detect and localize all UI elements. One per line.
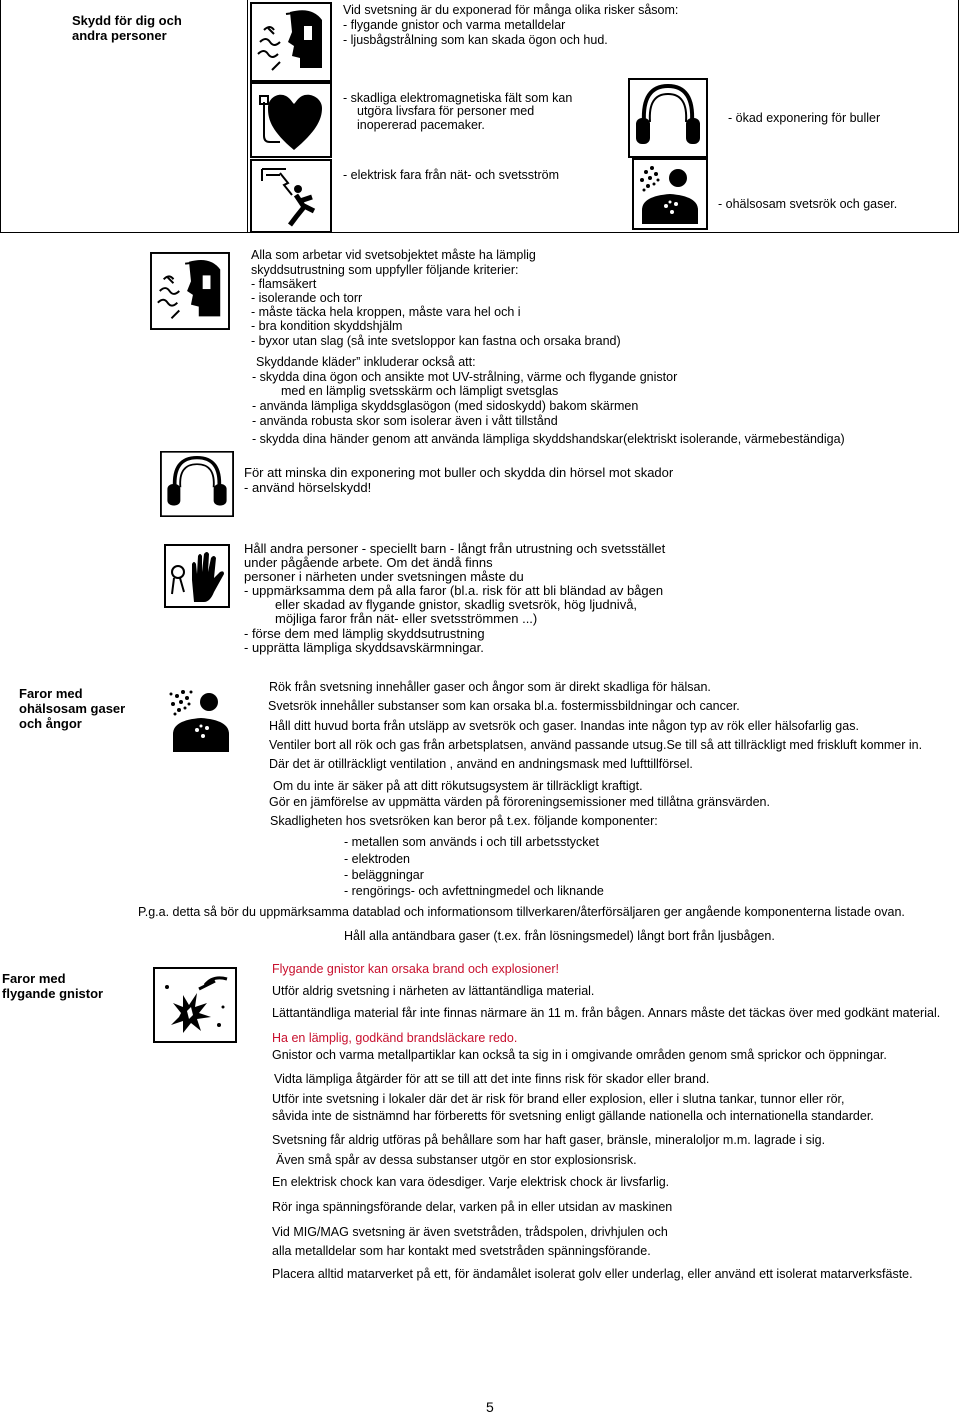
component-item: - rengörings- och avfettningmedel och liknande [344,884,604,898]
others-line: eller skadad av flygande gnistor, skadlig svetsrök, hög ljudnivå, [275,597,638,612]
gases-label-line: ohälsosam gaser [19,701,126,716]
sparks-line: Även små spår av dessa substanser utgör en stor explosionsrisk. [276,1153,637,1167]
extinguisher-text: Ha en lämplig, godkänd brandsläckare redo. [272,1031,518,1045]
gases-line: Håll ditt huvud borta från utsläpp av svetsrök och gaser. Inandas inte någon typ av rök eller hälsofarlig gas. [269,719,859,733]
pga-text: P.g.a. detta så bör du uppmärksamma datablad och informationsom tillverkaren/återförsäljaren ger angående komponenterna listade ovan. [138,905,905,919]
others-line: - upprätta lämpliga skyddsavskärmningar. [244,640,484,655]
side-label-line: andra personer [72,28,167,43]
pacemaker-line: inopererad pacemaker. [357,118,485,132]
pacemaker-heart-icon [250,82,332,158]
sparks-line: Utför inte svetsning i lokaler där det är risk för brand eller explosion, eller i slutna tankar, tunnor eller rör, [272,1092,845,1106]
others-line: - förse dem med lämplig skyddsutrustning [244,626,485,641]
ppe-line: - byxor utan slag (så inte svetsloppor kan fastna och orsaka brand) [251,334,621,348]
sparks-warning: Flygande gnistor kan orsaka brand och explosioner! [272,962,559,976]
sparks-line: Vid MIG/MAG svetsning är även svetstråden, trådspolen, drivhjulen och [272,1225,668,1239]
component-item: - elektroden [344,852,411,866]
table-divider [247,0,248,232]
gases-label-line: Faror med [19,686,83,701]
ppe-line: - flamsäkert [251,277,317,291]
clothes-line: - skydda dina händer genom att använda lämpliga skyddshandskar(elektriskt isolerande, värmebeständiga) [252,432,845,446]
ear-protection-icon [628,78,708,158]
toxic-fumes-icon [163,682,239,754]
sparks-line: Svetsning får aldrig utföras på behållare som har haft gaser, bränsle, mineraloljor m.m. lagrade i sig. [272,1133,826,1147]
clothes-line: - använda lämpliga skyddsglasögon (med sidoskydd) bakom skärmen [252,399,639,413]
explosion-sparks-icon [153,967,237,1043]
pacemaker-line: - skadliga elektromagnetiska fält som kan [343,91,573,105]
others-line: möjliga faror från nät- eller svetsströmmen ...) [275,611,538,626]
sparks-line: Lättantändliga material får inte finnas närmare än 11 m. från bågen. Annars måste det täckas över med godkänt material. [272,1006,941,1020]
clothes-line: - skydda dina ögon och ansikte mot UV-strålning, värme och flygande gnistor [252,370,678,384]
gases-line: Skadligheten hos svetsröken kan beror på t.ex. följande komponenter: [270,814,658,828]
gases-line: Gör en jämförelse av uppmätta värden på föroreningsemissioner med tillåtna gränsvärden. [269,795,770,809]
sparks-line: En elektrisk chock kan vara ödesdiger. Varje elektrisk chock är livsfarlig. [272,1175,670,1189]
sparks-line: Rör inga spänningsförande delar, varken på in eller utsidan av maskinen [272,1200,673,1214]
ppe-line: skyddsutrustning som uppfyller följande kriterier: [251,263,519,277]
others-line: personer i närheten under svetsningen måste du [244,569,524,584]
flammable-gas-text: Håll alla antändbara gaser (t.ex. från lösningsmedel) långt bort från ljusbågen. [344,929,775,943]
others-line: Håll andra personer - speciellt barn - långt från utrustning och svetsstället [244,541,666,556]
intro-line: - flygande gnistor och varma metalldelar [343,18,566,32]
hearing-line: För att minska din exponering mot buller och skydda din hörsel mot skador [244,465,674,480]
keep-away-hand-icon [164,544,230,608]
sparks-line: Utför aldrig svetsning i närheten av lättantändliga material. [272,984,595,998]
ppe-line: - isolerande och torr [251,291,363,305]
page-number: 5 [486,1399,494,1415]
ppe-line: - bra kondition skyddshjälm [251,319,403,333]
intro-line: - ljusbågstrålning som kan skada ögon och hud. [343,33,608,47]
side-label-line: Skydd för dig och [72,13,182,28]
others-line: under pågående arbete. Om det ändå finns [244,555,493,570]
clothes-line: Skyddande kläder” inkluderar också att: [256,355,476,369]
gases-line: Svetsrök innehåller substanser som kan orsaka bl.a. fostermissbildningar och cancer. [268,699,740,713]
intro-line: Vid svetsning är du exponerad för många olika risker såsom: [343,3,679,17]
welding-mask-icon [150,252,230,330]
clothes-line: - använda robusta skor som isolerar även i vått tillstånd [252,414,558,428]
gases-line: Om du inte är säker på att ditt rökutsugsystem är tillräckligt kraftigt. [273,779,643,793]
welding-mask-icon [250,2,332,82]
fumes-text: - ohälsosam svetsrök och gaser. [718,197,898,211]
gases-label-line: och ångor [19,716,82,731]
others-line: - uppmärksamma dem på alla faror (bl.a. risk för att bli bländad av bågen [244,583,664,598]
electric-shock-icon [250,159,332,233]
hearing-line: - använd hörselskydd! [244,480,372,495]
sparks-label-line: flygande gnistor [2,986,104,1001]
gases-line: Ventiler bort all rök och gas från arbetsplatsen, använd passande utsug.Se till så att tillräckligt med friskluft kommer in. [269,738,923,752]
component-item: - metallen som används i och till arbetsstycket [344,835,599,849]
sparks-line: Vidta lämpliga åtgärder för att se till att det inte finns risk för skador eller brand. [274,1072,710,1086]
ppe-line: - måste täcka hela kroppen, måste vara hel och i [251,305,521,319]
pacemaker-line: utgöra livsfara för personer med [357,104,535,118]
ppe-line: Alla som arbetar vid svetsobjektet måste ha lämplig [251,248,536,262]
sparks-line: Gnistor och varma metallpartiklar kan också ta sig in i omgivande områden genom små sprickor och öppningar. [272,1048,887,1062]
sparks-line: alla metalldelar som har kontakt med svetstråden spänningsförande. [272,1244,651,1258]
component-item: - beläggningar [344,868,424,882]
sparks-line: Placera alltid matarverket på ett, för ändamålet isolerat golv eller underlag, eller använd ett isolerat matarverksfäste. [272,1267,913,1281]
toxic-fumes-icon [632,158,708,230]
gases-line: Där det är otillräckligt ventilation , använd en andningsmask med lufttillförsel. [269,757,693,771]
sparks-label-line: Faror med [2,971,66,986]
gases-line: Rök från svetsning innehåller gaser och ångor som är direkt skadliga för hälsan. [269,680,711,694]
sparks-line: såvida inte de sistnämnd har förberetts för svetsning enligt gällande nationella och internationella standarder. [272,1109,874,1123]
electric-text: - elektrisk fara från nät- och svetsström [343,168,560,182]
ear-protection-icon [160,451,234,517]
noise-text: - ökad exponering för buller [728,111,881,125]
clothes-line: med en lämplig svetsskärm och lämpligt svetsglas [281,384,559,398]
